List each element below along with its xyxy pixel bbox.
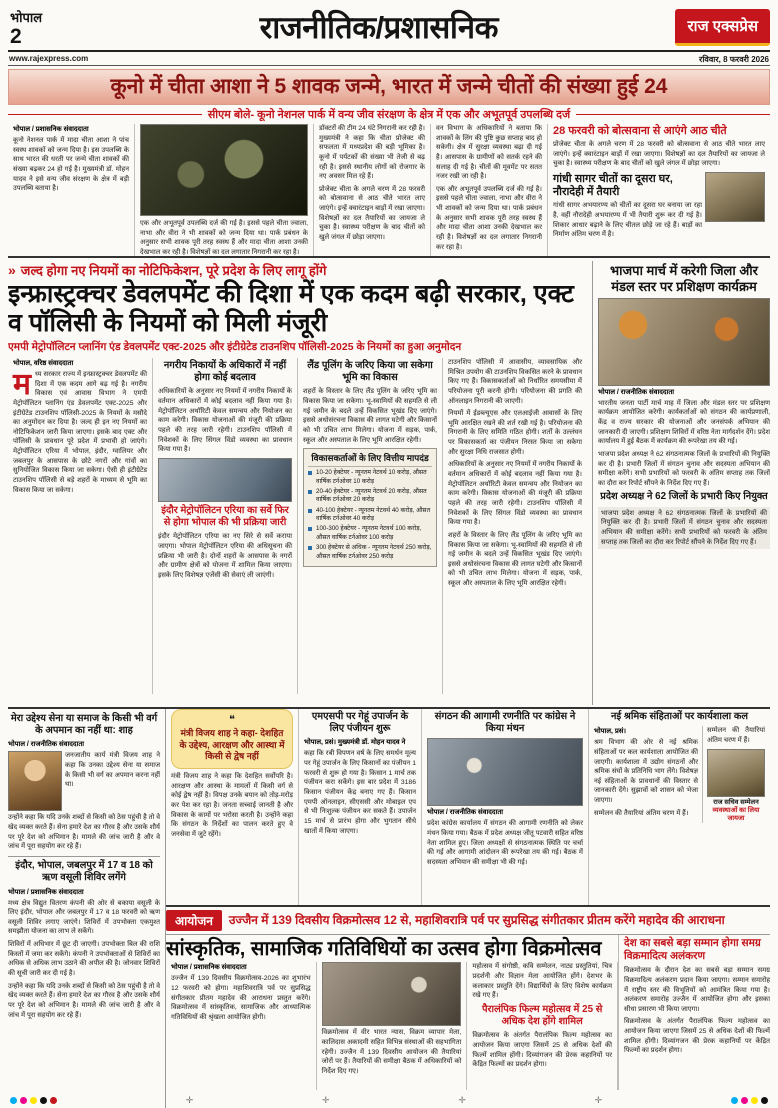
subhead-indore-survey-text: इंदौर मेट्रोपॉलिटन एरिया का नए सिरे से सर्वे कराया जाएगा। भोपाल मेट्रोपॉलिटन एरिया की अधिसूचना की प्रक्रिया भी जारी है। दोनों शहरों के आसपास के नगरों और ग्रामीण क्षेत्रों को योजना में शामिल किया जाएगा। इसके लिए विशेषज्ञ एजेंसी की सेवाएं ली जाएंगी। (158, 533, 292, 579)
msp-byline: भोपाल, प्रसं। मुख्यमंत्री डॉ. मोहन यादव ने (304, 739, 406, 747)
lead-col-2 (135, 124, 314, 256)
info-row (8, 52, 770, 66)
main-col-3 (298, 358, 443, 694)
shah-headline: मेरा उद्देश्य सेना या समाज के किसी भी वर्ग के अपमान का नहीं था: शाह (10, 713, 158, 737)
page-number: 2 (10, 24, 22, 48)
magenta-dot (741, 1097, 748, 1104)
aayojan-columns (166, 962, 618, 1090)
cyan-dot (10, 1097, 17, 1104)
loan-camp-byline: भोपाल / प्रशासनिक संवाददाता (8, 888, 84, 896)
labour-content-row (594, 726, 765, 823)
aayojan-byline: भोपाल / प्रशासनिक संवाददाता (171, 964, 247, 972)
lead-body-2: एक और अभूतपूर्व उपलब्धि दर्ज की गई है। इससे पहले चीता ज्वाला, नाभा और वीरा ने भी शावकों को जन्म दिया था। पार्क प्रबंधन के अनुसार सभी शावक पूरी तरह स्वस्थ हैं और मादा चीता आशा उनकी देखभाल कर रही है। विशेषज्ञों का दल लगातार निगरानी कर रहा है। (140, 220, 308, 256)
gandhi-sagar-photo (705, 172, 765, 222)
aayojan-body-2: विक्रमोत्सव में वीर भारत न्यास, विक्रम व्यापार मेला, कालिदास अकादमी सहित विभिन्न संस्थाओं की सहभागिता रहेगी। उज्जैन में 139 दिवसीय आयोजन की तैयारियां जोरों पर हैं। तैयारियों की समीक्षा बैठक में अधिकारियों को निर्देश दिए गए। (321, 1029, 462, 1075)
paralympic-body: विक्रमोत्सव के अंतर्गत पैरालंपिक फिल्म महोत्सव का आयोजन किया जाएगा जिसमें 25 से अधिक देशों की फिल्में शामिल होंगी। दिव्यांगजन की प्रेरक कहानियों पर केंद्रित फिल्मों का प्रदर्शन होगा। (472, 1032, 613, 1069)
dateline: रविवार, 8 फरवरी 2026 (699, 55, 769, 64)
main-columns (8, 358, 587, 694)
left-rail (8, 709, 166, 1108)
main-body-4d: शहरों के विस्तार के लिए लैंड पूलिंग के जरिए भूमि का विकास किया जा सकेगा। भू-स्वामियों की सहमति से ली गई जमीन के बदले उन्हें विकसित भूखंड दिए जाएंगे। इससे अधोसंरचना विकास की लागत घटेगी और किसानों को भी उचित लाभ मिलेगा। योजना में सड़क, पार्क, स्कूल और अस्पताल के लिए भूमि आरक्षित रहेगी। (448, 531, 582, 588)
quote-title: मंत्री विजय शाह ने कहा- देशहित के उद्देश्य, आरक्षण और आस्था में किसी से द्वेष नहीं (179, 728, 285, 762)
website-link[interactable]: www.rajexpress.com (9, 54, 89, 63)
lead-side-column (548, 124, 770, 256)
yellow-dot (30, 1097, 37, 1104)
congress-headline: संगठन की आगामी रणनीति पर कांग्रेस ने किया मंथन (434, 711, 576, 735)
labour-headline: नई श्रमिक संहिताओं पर कार्यशाला कल (610, 711, 749, 722)
main-col-2 (153, 358, 298, 694)
bjp-62-districts-body: भाजपा प्रदेश अध्यक्ष ने 62 संगठनात्मक जिलों के प्रभारियों की नियुक्ति कर दी है। प्रभारी जिलों में संगठन चुनाव और सदस्यता अभियान की समीक्षा करेंगे। सभी प्रभारियों को फरवरी के अंतिम सप्ताह तक जिलों का दौरा कर रिपोर्ट सौंपने के निर्देश दिए गए हैं। (598, 507, 770, 550)
labour-body-2: सम्मेलन की तैयारियां अंतिम चरण में हैं। (594, 809, 689, 817)
vikramaditya-award-headline: देश का सबसे बड़ा सम्मान होगा समग्र विक्रमादित्य अलंकरण (624, 937, 761, 963)
main-kicker: जल्द होगा नए नियमों का नोटिफिकेशन, पूरे प्रदेश के लिए लागू होंगे (20, 263, 327, 278)
magenta-dot (20, 1097, 27, 1104)
brand-block (675, 9, 770, 46)
congress-byline: भोपाल / राजनीतिक संवाददाता (427, 809, 504, 817)
main-kicker-row (8, 261, 587, 279)
red-dot (50, 1097, 57, 1104)
labour-text (594, 726, 698, 823)
lead-col-3 (314, 124, 431, 256)
vikramaditya-award-body: विक्रमोत्सव के दौरान देश का सबसे बड़ा सम्मान समग्र विक्रमादित्य अलंकरण प्रदान किया जाएगा। सम्मान समारोह में राष्ट्रीय स्तर की विभूतियों को आमंत्रित किया गया है। अलंकरण समारोह उज्जैन में आयोजित होगा और इसका सीधा प्रसारण भी किया जाएगा। (624, 967, 770, 1013)
labour-byline: भोपाल, प्रसं। (594, 728, 627, 736)
metro-city-photo (158, 458, 292, 502)
mini-top-text: सम्मेलन की तैयारियां अंतिम चरण में हैं। (707, 727, 765, 744)
lower-right (166, 709, 770, 1108)
section-title: राजनीतिक/प्रशासनिक (259, 10, 498, 45)
aayojan-kicker: उज्जैन में 139 दिवसीय विक्रमोत्सव 12 से, महाशिवरात्रि पर्व पर सुप्रसिद्ध संगीतकार प्रीतम करेंगे महादेव की आराधना (228, 912, 725, 927)
cmyk-dots-right (731, 1097, 768, 1104)
subhead-land-pooling: लैंड पूलिंग के जरिए किया जा सकेगा भूमि का विकास (307, 360, 433, 384)
subhead-civic-bodies: नगरीय निकायों के अधिकारों में नहीं होगा कोई बदलाव (163, 360, 287, 384)
msp-headline: एमएसपी पर गेहूं उपार्जन के लिए पंजीयन शुरू (311, 711, 409, 735)
main-story (8, 261, 593, 705)
edition-label: भोपाल (10, 9, 43, 25)
loan-camp-body-2: शिविरों में अधिभार में छूट दी जाएगी। उपभोक्ता बिल की राशि किस्तों में जमा कर सकेंगे। कंपनी ने उपभोक्ताओं से शिविरों का अधिक से अधिक लाभ उठाने की अपील की है। जोनवार शिविरों की सूची जारी कर दी गई है। (8, 941, 160, 977)
finance-criteria-item: 300 हेक्टेयर से अधिक - न्यूनतम नेटवर्थ 250 करोड़, औसत वार्षिक टर्नओवर 250 करोड़ (308, 544, 432, 561)
msp-column (299, 709, 422, 905)
finance-criteria-title: विकासकर्ताओं के लिए वित्तीय मापदंड (308, 452, 432, 467)
aayojan-tag: आयोजन (166, 910, 222, 931)
brand-logo: राज एक्सप्रेस (675, 9, 770, 46)
main-byline: भोपाल, वरिष्ठ संवाददाता (13, 360, 74, 367)
bjp-body-2: भाजपा प्रदेश अध्यक्ष ने 62 संगठनात्मक जिलों के प्रभारियों की नियुक्ति कर दी है। प्रभारी जिलों में संगठन चुनाव और सदस्यता अभियान की समीक्षा करेंगे। सभी प्रभारियों को फरवरी के अंतिम सप्ताह तक जिलों का दौरा कर रिपोर्ट सौंपने के निर्देश दिए गए हैं। (598, 450, 770, 487)
quote-highlight-box (171, 709, 293, 769)
main-deck: एमपी मेट्रोपॉलिटन प्लानिंग एंड डेवलपमेंट एक्ट-2025 और इंटीग्रेटेड टाउनशिप पॉलिसी-2025 के नियमों का हुआ अनुमोदन (8, 341, 462, 353)
paralympic-headline: पैरालंपिक फिल्म महोत्सव में 25 से अधिक देश होंगे शामिल (481, 1003, 603, 1028)
vikramaditya-award-body-2: विक्रमोत्सव के अंतर्गत पैरालंपिक फिल्म महोत्सव का आयोजन किया जाएगा जिसमें 25 से अधिक देशों की फिल्में शामिल होंगी। दिव्यांगजन की प्रेरक कहानियों पर केंद्रित फिल्मों का प्रदर्शन होगा। (624, 1018, 770, 1055)
lead-body-3: डॉक्टरों की टीम 24 घंटे निगरानी कर रही है। मुख्यमंत्री ने कहा कि चीता प्रोजेक्ट की सफलता में मध्यप्रदेश की बड़ी भूमिका है। कूनो में पर्यटकों की संख्या भी तेजी से बढ़ रही है। इससे स्थानीय लोगों को रोजगार के नए अवसर मिल रहे हैं। (319, 125, 425, 181)
lead-headline-banner (8, 69, 770, 105)
lead-deck-row (8, 105, 770, 123)
aayojan-right-column (618, 935, 770, 1090)
registration-cross: ✛ (185, 1094, 194, 1105)
lead-col-4 (431, 124, 548, 256)
lead-body-3b: प्रोजेक्ट चीता के अगले चरण में 28 फरवरी को बोत्सवाना से आठ चीते भारत लाए जाएंगे। इन्हें क्वारंटाइन बाड़ों में रखा जाएगा। विशेषज्ञों का दल तैयारियों का जायजा ले चुका है। स्वास्थ्य परीक्षण के बाद चीतों को खुले जंगल में छोड़ा जाएगा। (319, 185, 425, 242)
side-story-1-body: प्रोजेक्ट चीता के अगले चरण में 28 फरवरी को बोत्सवाना से आठ चीते भारत लाए जाएंगे। इन्हें क्वारंटाइन बाड़ों में रखा जाएगा। विशेषज्ञों का दल तैयारियों का जायजा ले चुका है। स्वास्थ्य परीक्षण के बाद चीतों को खुले जंगल में छोड़ा जाएगा। (553, 141, 765, 168)
rail-divider (8, 856, 160, 857)
subhead-civic-body-text: अधिकारियों के अनुसार नए नियमों में नगरीय निकायों के वर्तमान अधिकारों में कोई बदलाव नहीं किया गया है। मेट्रोपॉलिटन अथॉरिटी केवल समन्वय और नियोजन का काम करेगी। विकास योजनाओं की मंजूरी की प्रक्रिया पहले की तरह जारी रहेगी। टाउनशिप पॉलिसी में निवेशकों के लिए सिंगल विंडो व्यवस्था का प्रावधान किया गया है। (158, 388, 292, 454)
loan-camp-body: मध्य क्षेत्र विद्युत वितरण कंपनी की ओर से बकाया वसूली के लिए इंदौर, भोपाल और जबलपुर में 17 व 18 फरवरी को ऋण वसूली शिविर लगाए जाएंगे। शिविरों में उपभोक्ता एकमुश्त समझौता योजना का लाभ ले सकेंगे। (8, 899, 160, 936)
cyan-dot (731, 1097, 738, 1104)
aayojan-section (166, 907, 770, 1108)
registration-marks (0, 1094, 778, 1106)
labour-column (589, 709, 770, 905)
registration-cross: ✛ (458, 1094, 466, 1105)
official-portrait-photo (707, 749, 765, 797)
kicker-arrow-icon: » (8, 262, 16, 278)
edition-block (8, 8, 82, 47)
main-col-1 (8, 358, 153, 694)
side-story-2-body: गांधी सागर अभयारण्य को चीतों का दूसरा घर बनाया जा रहा है, वहीं नौरादेही अभयारण्य में भी तैयारी शुरू कर दी गई है। शिकार आधार बढ़ाने के लिए चीतल छोड़े जा रहे हैं। बाड़ों का निर्माण अंतिम चरण में है। (553, 202, 702, 239)
bjp-headline: भाजपा मार्च में करेगी जिला और मंडल स्तर पर प्रशिक्षण कार्यक्रम (610, 263, 758, 294)
side-story-2-text (553, 172, 702, 243)
lead-col-1 (8, 124, 135, 256)
shah-body: जनजातीय कार्य मंत्री विजय शाह ने कहा कि उनका उद्देश्य सेना या समाज के किसी भी वर्ग का अपमान करना नहीं था। (65, 752, 160, 789)
bjp-training-story (593, 261, 770, 705)
shah-photo-row (8, 751, 160, 811)
main-story-section (8, 261, 770, 705)
finance-criteria-list (308, 469, 432, 561)
black-dot (761, 1097, 768, 1104)
main-body-1 (13, 370, 147, 495)
main-body-4b: नियमों में ईडब्ल्यूएस और एलआईजी आवासों के लिए भूमि आरक्षित रखने की शर्त रखी गई है। परियोजना की निगरानी के लिए समिति गठित होगी। शर्तों के उल्लंघन पर विकासकर्ता का पंजीयन निरस्त किया जा सकेगा और सुरक्षा निधि राजसात होगी। (448, 410, 582, 456)
aayojan-body-1: उज्जैन में 139 दिवसीय विक्रमोत्सव-2026 का शुभारंभ 12 फरवरी को होगा। महाशिवरात्रि पर्व पर सुप्रसिद्ध संगीतकार प्रीतम महादेव की आराधना प्रस्तुत करेंगे। विक्रमोत्सव में सांस्कृतिक, सामाजिक और आध्यात्मिक गतिविधियों की श्रृंखला आयोजित होगी। (171, 975, 311, 1021)
lead-story (8, 69, 770, 258)
dropcap: म (13, 368, 31, 401)
aayojan-header-bar (166, 909, 770, 935)
subhead-land-pooling-text: शहरों के विस्तार के लिए लैंड पूलिंग के जरिए भूमि का विकास किया जा सकेगा। भू-स्वामियों की सहमति से ली गई जमीन के बदले उन्हें विकसित भूखंड दिए जाएंगे। इससे अधोसंरचना विकास की लागत घटेगी और किसानों को भी उचित लाभ मिलेगा। योजना में सड़क, पार्क, स्कूल और अस्पताल के लिए भूमि आरक्षित रहेगी। (303, 388, 437, 444)
shah-body-2: उन्होंने कहा कि यदि उनके शब्दों से किसी को ठेस पहुंची है तो वे खेद व्यक्त करते हैं। सेना हमारे देश का गौरव है और उसके शौर्य पर पूरे देश को अभिमान है। मामले की जांच जारी है और वे जांच में पूरा सहयोग कर रहे हैं। (8, 814, 160, 851)
registration-cross: ✛ (594, 1094, 603, 1105)
msp-body: कहा कि रबी विपणन वर्ष के लिए समर्थन मूल्य पर गेहूं उपार्जन के लिए किसानों का पंजीयन 1 फरवरी से शुरू हो गया है। किसान 1 मार्च तक पंजीयन करा सकेंगे। इस बार प्रदेश में 3186 किसान पंजीयन केंद्र बनाए गए हैं। किसान एमपी ऑनलाइन, सीएससी और मोबाइल एप से भी निःशुल्क पंजीयन कर सकते हैं। उपार्जन 15 मार्च से प्रारंभ होगा और भुगतान सीधे खातों में किया जाएगा। (304, 750, 416, 835)
lead-columns (8, 124, 770, 258)
aayojan-body-3: महोत्सव में संगोष्ठी, कवि सम्मेलन, नाट्य प्रस्तुतियां, चित्र प्रदर्शनी और विज्ञान मेला आयोजित होंगे। देशभर के कलाकार प्रस्तुति देंगे। विद्यार्थियों के लिए विशेष कार्यक्रम रखे गए हैं। (472, 963, 613, 1000)
bottom-columns (166, 709, 770, 907)
lead-headline: कूनो में चीता आशा ने 5 शावक जन्मे, भारत में जन्मे चीतों की संख्या हुई 24 (110, 75, 668, 98)
congress-column (422, 709, 589, 905)
vikramotsav-meeting-photo (322, 962, 462, 1026)
lead-body-4b: एक और अभूतपूर्व उपलब्धि दर्ज की गई है। इससे पहले चीता ज्वाला, नाभा और वीरा ने भी शावकों को जन्म दिया था। पार्क प्रबंधन के अनुसार सभी शावक पूरी तरह स्वस्थ हैं और मादा चीता आशा उनकी देखभाल कर रही है। विशेषज्ञों का दल लगातार निगरानी कर रहा है। (436, 185, 542, 251)
finance-criteria-item: 100-300 हेक्टेयर - न्यूनतम नेटवर्थ 100 करोड़, औसत वार्षिक टर्नओवर 100 करोड़ (308, 525, 432, 542)
congress-body: प्रदेश कांग्रेस कार्यालय में संगठन की आगामी रणनीति को लेकर मंथन किया गया। बैठक में प्रदेश अध्यक्ष जीतू पटवारी सहित वरिष्ठ नेता शामिल हुए। जिला अध्यक्षों से संगठनात्मक स्थिति पर चर्चा की गई और आगामी आंदोलन की रूपरेखा तय की गई। बैठक में सदस्यता अभियान की समीक्षा भी की गई। (427, 820, 583, 867)
bjp-62-districts-headline: प्रदेश अध्यक्ष ने 62 जिलों के प्रभारी किए नियुक्त (600, 491, 768, 503)
cmyk-dots-left (10, 1097, 57, 1104)
aayojan-col-1 (166, 962, 317, 1090)
lead-byline: भोपाल / प्रशासनिक संवाददाता (13, 126, 89, 133)
aayojan-col-2 (317, 962, 468, 1090)
side-story-2 (553, 172, 765, 243)
lead-deck: सीएम बोले- कूनो नेशनल पार्क में वन्य जीव संरक्षण के क्षेत्र में एक और अभूतपूर्व उपलब्धि दर्ज (207, 108, 571, 121)
loan-camp-body-3: उन्होंने कहा कि यदि उनके शब्दों से किसी को ठेस पहुंची है तो वे खेद व्यक्त करते हैं। सेना हमारे देश का गौरव है और उसके शौर्य पर पूरे देश को अभिमान है। मामले की जांच जारी है और वे जांच में पूरा सहयोग कर रहे हैं। (8, 982, 160, 1019)
lead-body-4: वन विभाग के अधिकारियों ने बताया कि शावकों के लिंग की पुष्टि कुछ सप्ताह बाद हो सकेगी। क्षेत्र में सुरक्षा व्यवस्था बढ़ा दी गई है। आसपास के ग्रामीणों को सतर्क रहने की सलाह दी गई है। चीतों की मूवमेंट पर सतत नजर रखी जा रही है। (436, 125, 542, 181)
deck-rule-right (576, 114, 770, 115)
registration-cross: ✛ (322, 1094, 330, 1105)
bjp-byline: भोपाल / राजनीतिक संवाददाता (598, 388, 675, 396)
minister-shah-photo (8, 751, 62, 811)
deck-rule-left (8, 114, 202, 115)
cheetah-photo (140, 124, 308, 216)
aayojan-col-3 (467, 962, 618, 1090)
congress-meeting-photo (427, 738, 583, 806)
lead-body-1: कूनो नेशनल पार्क में मादा चीता आशा ने पांच स्वस्थ शावकों को जन्म दिया है। इस उपलब्धि के साथ भारत की धरती पर जन्मे चीता शावकों की संख्या बढ़कर 24 हो गई है। मुख्यमंत्री डॉ. मोहन यादव ने इसे वन्य जीव संरक्षण के क्षेत्र में बड़ी उपलब्धि बताया है। (13, 137, 129, 193)
main-headline: इन्फ्रास्ट्रक्चर डेवलपमेंट की दिशा में एक कदम बढ़ी सरकार, एक्ट व पॉलिसी के नियमों को मिली मंजूरी (8, 280, 574, 337)
main-body-4a: टाउनशिप पॉलिसी में आवासीय, व्यावसायिक और मिश्रित उपयोग की टाउनशिप विकसित करने के प्रावधान किए गए हैं। विकासकर्ताओं को निर्धारित समयसीमा में परियोजना पूरी करनी होगी। परियोजना की प्रगति की ऑनलाइन निगरानी की जाएगी। (448, 359, 582, 405)
finance-criteria-item: 20-40 हेक्टेयर - न्यूनतम नेटवर्थ 20 करोड़, औसत वार्षिक टर्नओवर 20 करोड़ (308, 488, 432, 505)
quote-icon: ❝ (229, 714, 235, 726)
finance-criteria-item: 10-20 हेक्टेयर - न्यूनतम नेटवर्थ 10 करोड़, औसत वार्षिक टर्नओवर 10 करोड़ (308, 469, 432, 486)
side-story-2-headline: गांधी सागर चीतों का दूसरा घर, नौरादेही में तैयारी (553, 173, 673, 199)
bjp-meeting-photo (598, 298, 770, 386)
side-story-1-headline: 28 फरवरी को बोत्सवाना से आएंगे आठ चीते (553, 125, 727, 137)
labour-body: श्रम विभाग की ओर से नई श्रमिक संहिताओं पर कल कार्यशाला आयोजित की जाएगी। कार्यशाला में उद्योग संगठनों और श्रमिक संघों के प्रतिनिधि भाग लेंगे। विशेषज्ञ नई संहिताओं के प्रावधानों की विस्तार से जानकारी देंगे। सुझावों को शासन को भेजा जाएगा। (594, 739, 698, 805)
aayojan-main (166, 935, 618, 1090)
main-body-1-text: ध्य सरकार राज्य में इन्फ्रास्ट्रक्चर डेवलपमेंट की दिशा में एक कदम आगे बढ़ गई है। नगरीय विकास एवं आवास विभाग ने एमपी मेट्रोपॉलिटन प्लानिंग एंड डेवलपमेंट एक्ट-2025 और इंटीग्रेटेड टाउनशिप पॉलिसी-2025 के नियमों के मसौदे का अनुमोदन कर दिया है। जल्द ही इन नए नियमों का नोटिफिकेशन जारी किया जाएगा। इसके बाद एक्ट और पॉलिसी के प्रावधान पूरे प्रदेश में प्रभावी हो जाएंगे। मेट्रोपॉलिटन एरिया में भोपाल, इंदौर, ग्वालियर और जबलपुर के आसपास के छोटे नगरों और गांवों का सुनियोजित विकास किया जा सकेगा। ऐसी ही इंटीग्रेटेड टाउनशिप पॉलिसी से बड़े शहरों के माध्यम से भूमि का विकास किया जा सकेगा। (13, 371, 147, 494)
quote-body: मंत्री विजय शाह ने कहा कि देशहित सर्वोपरि है। आरक्षण और आस्था के मामलों में किसी वर्ग से कोई द्वेष नहीं है। विपक्ष उनके बयान को तोड़-मरोड़ कर पेश कर रहा है। जनता सच्चाई जानती है और विकास के कामों पर भरोसा करती है। उन्होंने कहा कि संगठन के निर्देशों का पालन करते हुए वे जनसेवा में जुटे रहेंगे। (171, 773, 293, 838)
loan-camp-headline: इंदौर, भोपाल, जबलपुर में 17 व 18 को ऋण वसूली शिविर लगेंगे (15, 860, 153, 884)
main-body-4c: अधिकारियों के अनुसार नए नियमों में नगरीय निकायों के वर्तमान अधिकारों में कोई बदलाव नहीं किया गया है। मेट्रोपॉलिटन अथॉरिटी केवल समन्वय और नियोजन का काम करेगी। विकास योजनाओं की मंजूरी की प्रक्रिया पहले की तरह जारी रहेगी। टाउनशिप पॉलिसी में निवेशकों के लिए सिंगल विंडो व्यवस्था का प्रावधान किया गया है। (448, 461, 582, 527)
yellow-dot (751, 1097, 758, 1104)
aayojan-content (166, 935, 770, 1090)
masthead (8, 4, 770, 52)
mini-sidebar (702, 726, 765, 823)
mini-caption: राज सचिव सम्मेलन (713, 798, 759, 806)
main-col-4 (443, 358, 587, 694)
finance-criteria-box (303, 448, 437, 567)
lower-section (8, 707, 770, 1108)
black-dot (40, 1097, 47, 1104)
bjp-body: भारतीय जनता पार्टी मार्च माह में जिला और मंडल स्तर पर प्रशिक्षण कार्यक्रम आयोजित करेगी। कार्यकर्ताओं को संगठन की कार्यप्रणाली, केंद्र व राज्य सरकार की योजनाओं और जनसंपर्क अभियान की जानकारी दी जाएगी। प्रशिक्षण शिविरों में वरिष्ठ नेता मार्गदर्शन देंगे। प्रदेश कार्यालय में हुई बैठक में कार्यक्रम की रूपरेखा तय की गई। (598, 399, 770, 446)
aayojan-headline: सांस्कृतिक, सामाजिक गतिविधियों का उत्सव होगा विक्रमोत्सव (166, 938, 602, 960)
mini-caption-red: व्यवस्थाओं का लिया जायजा (712, 806, 760, 822)
shah-byline: भोपाल / राजनीतिक संवाददाता (8, 741, 85, 749)
finance-criteria-item: 40-100 हेक्टेयर - न्यूनतम नेटवर्थ 40 करोड़, औसत वार्षिक टर्नओवर 40 करोड़ (308, 507, 432, 524)
yellow-box-column (166, 709, 299, 905)
subhead-indore-survey: इंदौर मेट्रोपॉलिटन एरिया का सर्वे फिर से होगा भोपाल की भी प्रक्रिया जारी (161, 504, 289, 529)
